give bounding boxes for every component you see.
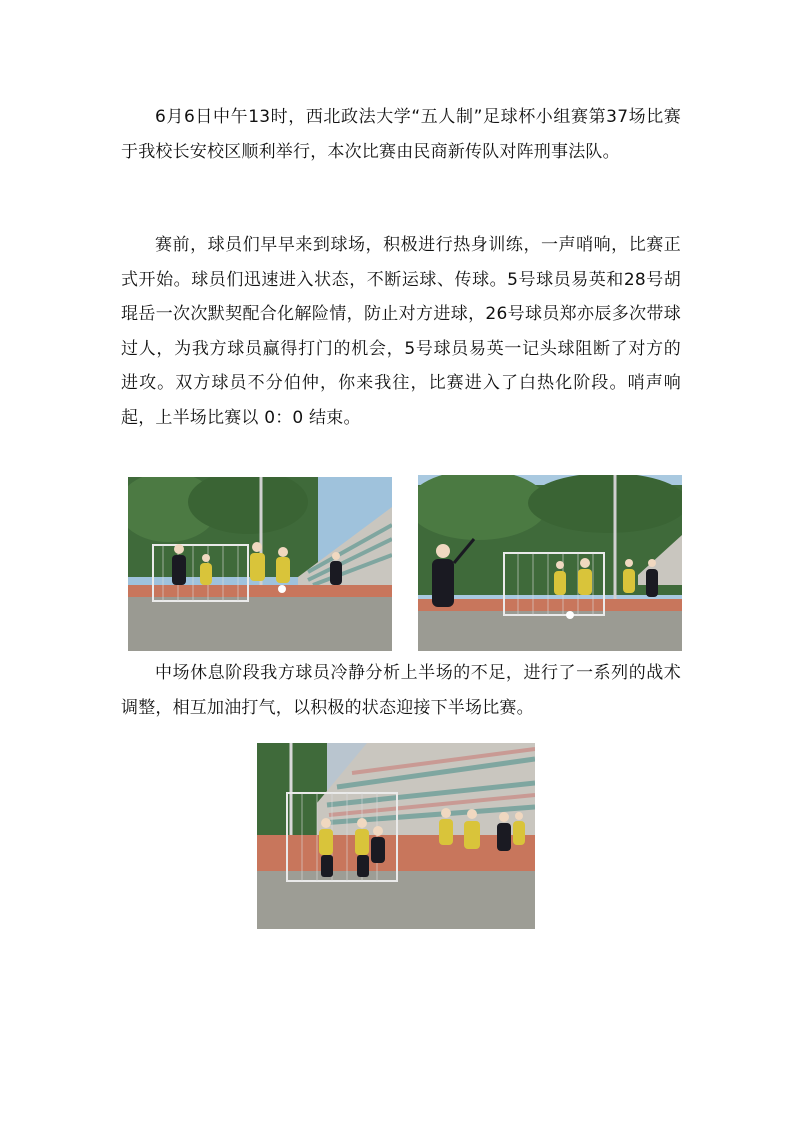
paragraph-halftime: 中场休息阶段我方球员冷静分析上半场的不足，进行了一系列的战术调整，相互加油打气，以积极的状态迎接下半场比赛。 xyxy=(121,663,681,718)
match-photo-halftime xyxy=(257,743,535,929)
paragraph-first-half: 赛前，球员们早早来到球场，积极进行热身训练，一声哨响，比赛正式开始。球员们迅速进入状态，不断运球、传球。5号球员易英和28号胡琨岳一次次默契配合化解险情，防止对方进球，26号球员郑亦辰多次带球过人，为我方球员赢得打门的机会，5号球员易英一记头球阻断了对方的进攻。双方球员不分伯仲，你来我往，比赛进入了白热化阶段。哨声响起，上半场比赛以 0：0 结束。 xyxy=(121,235,681,428)
match-photo-first-half-right xyxy=(418,475,682,651)
match-photo-first-half-left xyxy=(128,477,392,651)
paragraph-match-intro: 6月6日中午13时，西北政法大学“五人制”足球杯小组赛第37场比赛于我校长安校区顺利举行，本次比赛由民商新传队对阵刑事法队。 xyxy=(121,107,681,162)
